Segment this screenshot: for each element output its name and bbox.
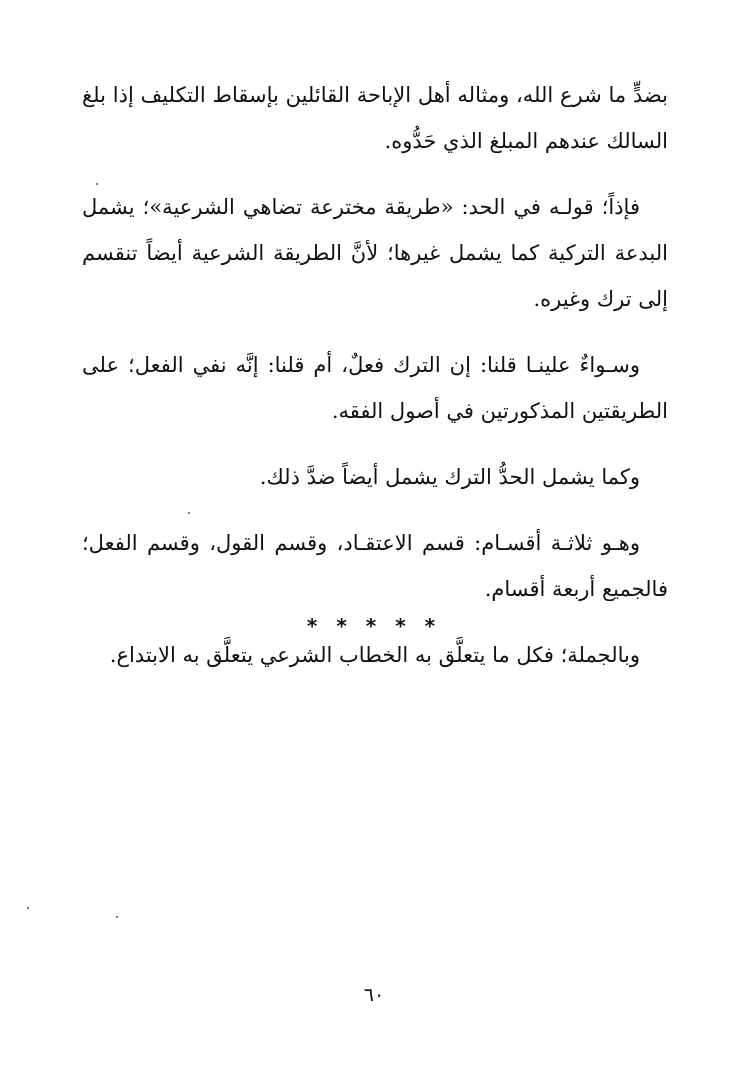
page-number: ٦٠ bbox=[363, 984, 385, 1006]
paragraph-2: فإذاً؛ قولـه في الحد: «طريقة مخترعة تضاهي الشرعية»؛ يشمل البدعة التركية كما يشمل غيرها؛ لأنَّ الطريقة الشرعية أيضاً تنقسم إلى ترك وغيره. bbox=[82, 195, 668, 311]
body-text bbox=[82, 72, 668, 698]
section-separator: * * * * * bbox=[306, 614, 442, 638]
paragraph-3: وسـواءٌ علينـا قلنا: إن الترك فعلٌ، أم قلنا: إنَّه نفي الفعل؛ على الطريقتين المذكورتين في أصول الفقه. bbox=[82, 353, 668, 423]
paragraph-1: بضدٍّ ما شرع الله، ومثاله أهل الإباحة القائلين بإسقاط التكليف إذا بلغ السالك عندهم المبلغ الذي حَدُّوه. bbox=[82, 83, 668, 153]
paragraph-5: وهـو ثلاثـة أقسـام: قسم الاعتقـاد، وقسم القول، وقسم الفعل؛ فالجميع أربعة أقسام. bbox=[82, 531, 668, 601]
paragraph-6: وبالجملة؛ فكل ما يتعلَّق به الخطاب الشرعي يتعلَّق به الابتداع. bbox=[109, 643, 640, 667]
paragraph-4: وكما يشمل الحدُّ الترك يشمل أيضاً ضدَّ ذلك. bbox=[259, 465, 640, 489]
scan-speck bbox=[188, 512, 190, 514]
scan-speck bbox=[116, 916, 118, 918]
scan-speck bbox=[27, 907, 29, 909]
scan-speck bbox=[96, 183, 98, 185]
